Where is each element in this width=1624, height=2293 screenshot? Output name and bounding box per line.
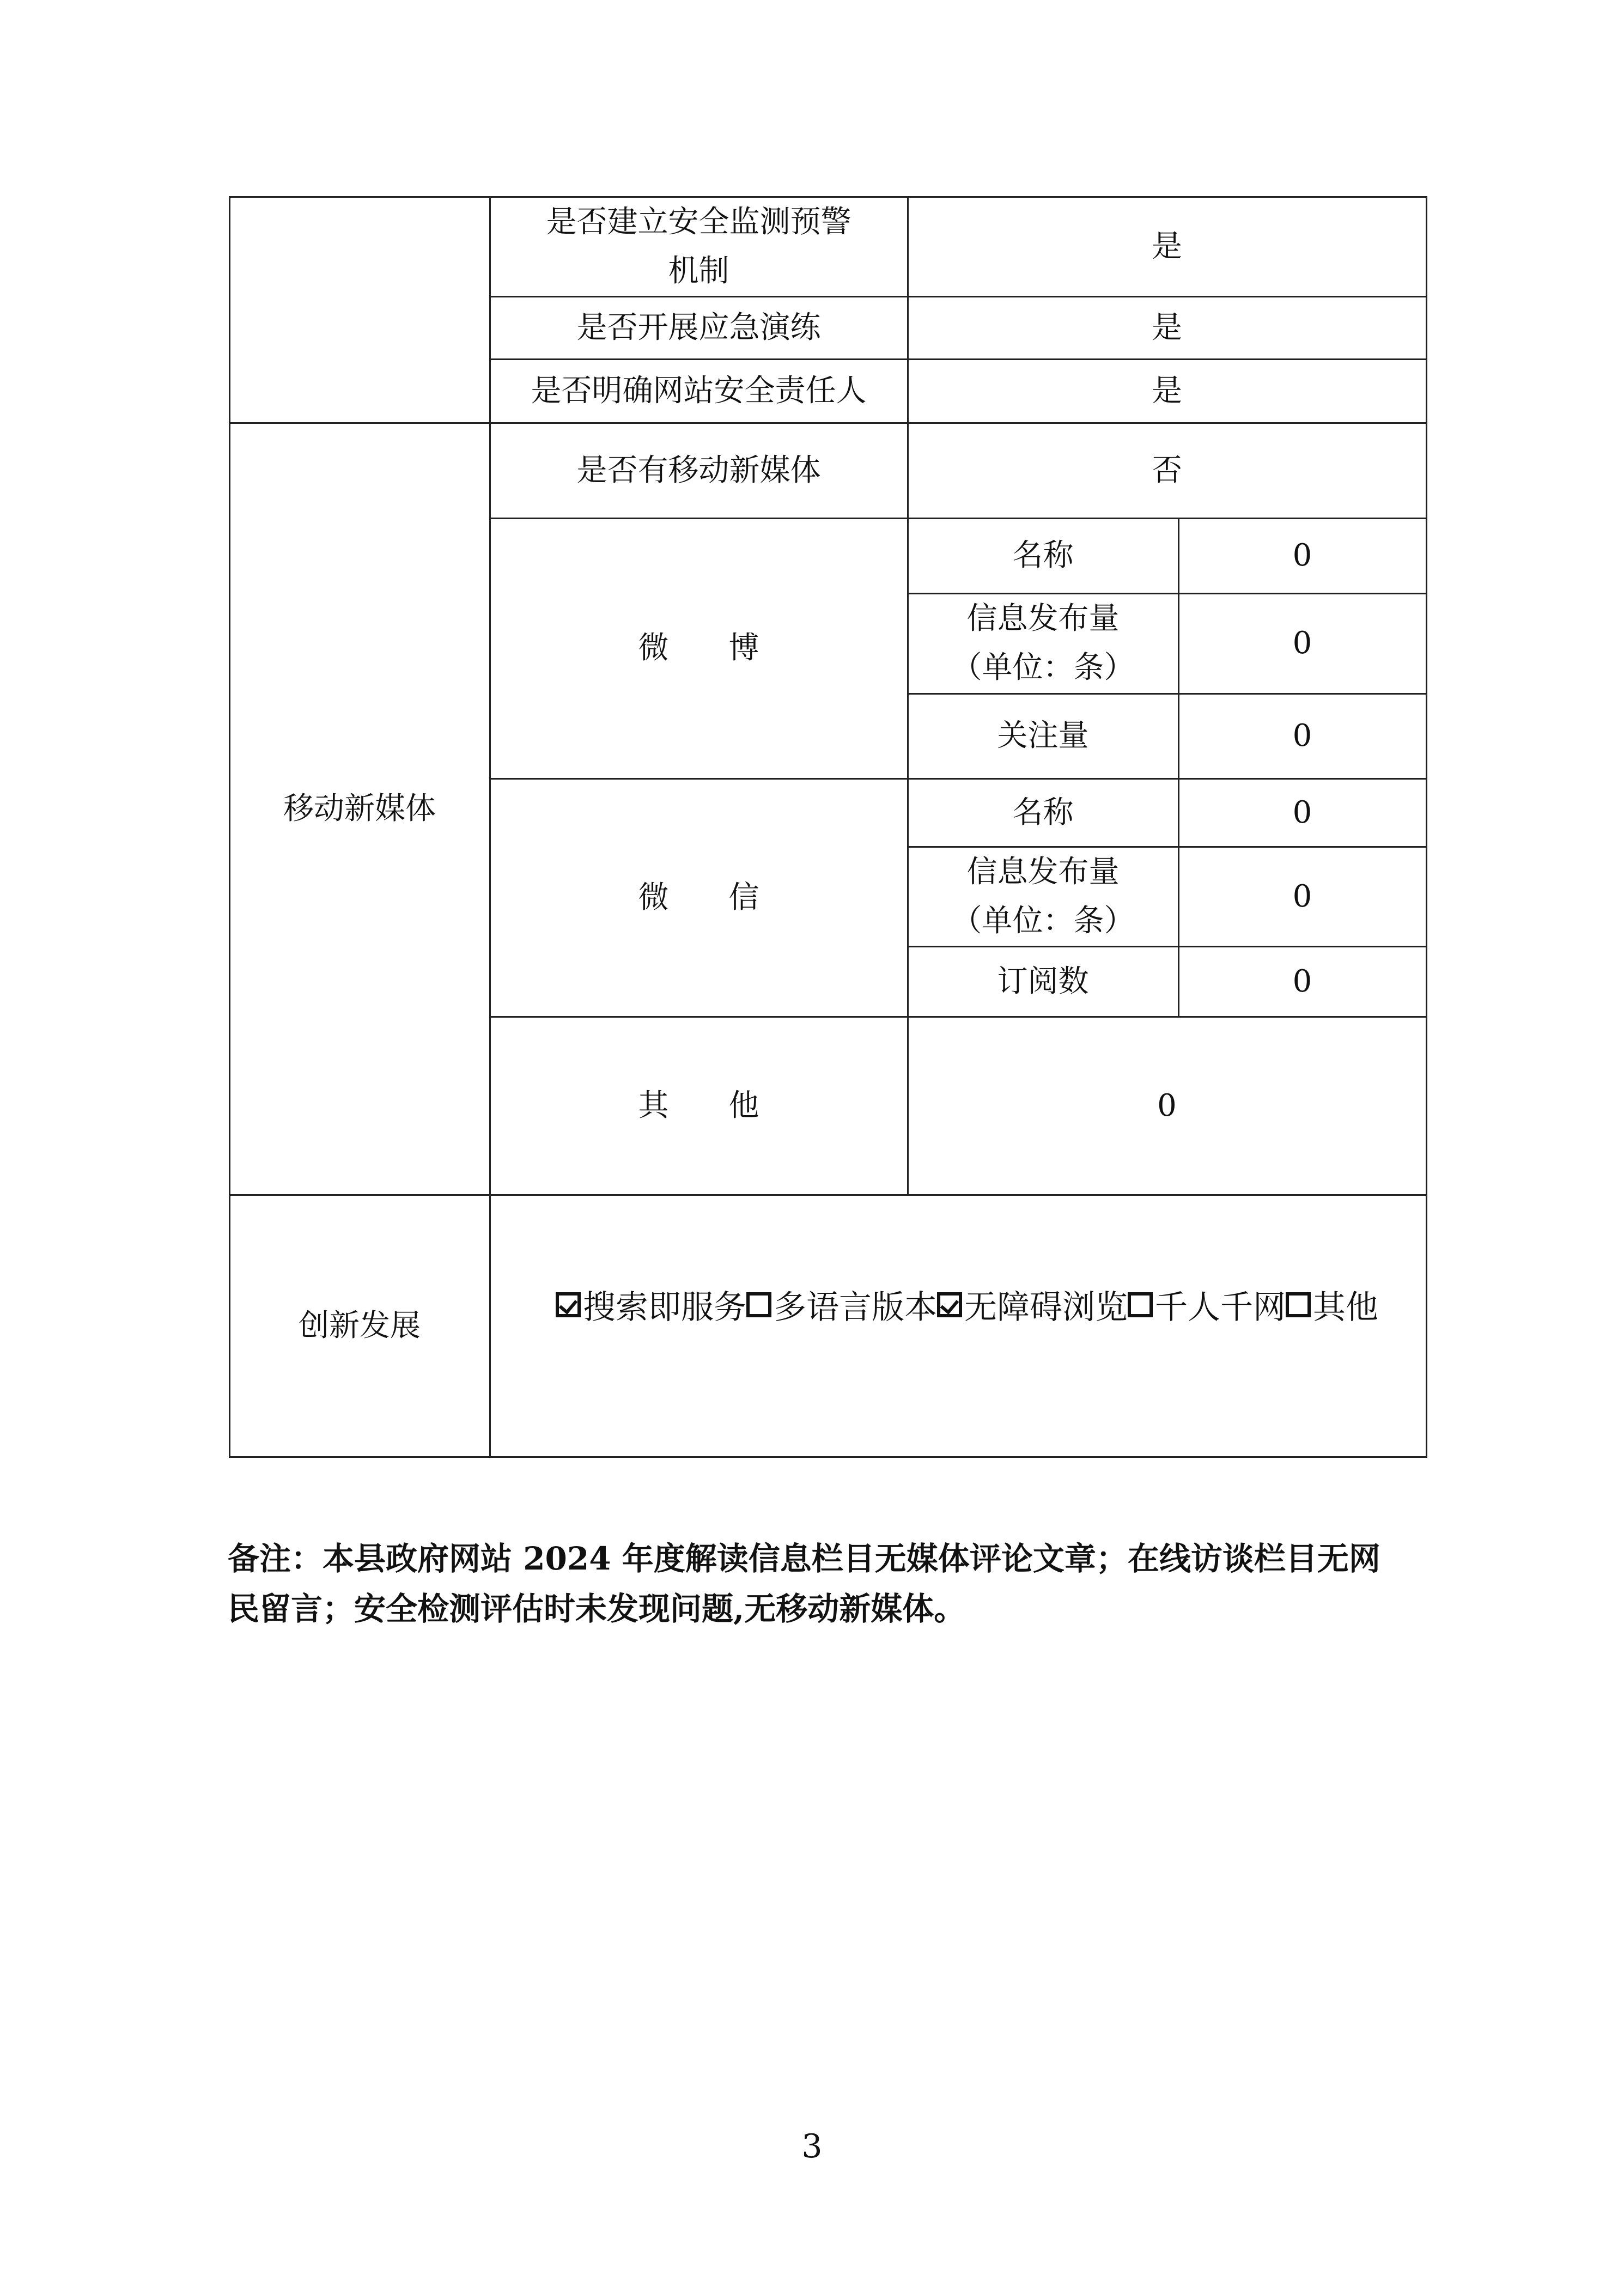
weibo-posts-label-line2: （单位：条）: [951, 650, 1135, 685]
weibo-posts-label: [908, 594, 1178, 693]
option-accessibility-label: 无障碍浏览: [964, 1288, 1128, 1327]
option-multilingual-label: 多语言版本: [774, 1288, 937, 1327]
wechat-subscribers-value: 0: [1292, 963, 1312, 999]
other-label-char2: 他: [728, 1087, 759, 1123]
remark-line1: 备注：本县政府网站 2024 年度解读信息栏目无媒体评论文章；在线访谈栏目无网: [228, 1540, 1380, 1577]
wechat-name-label: 名称: [1012, 794, 1074, 830]
checkbox-personalized[interactable]: [1128, 1292, 1153, 1317]
wechat-label: [490, 779, 907, 1016]
weibo-posts-value: 0: [1292, 625, 1312, 661]
other-label: [490, 1017, 907, 1194]
wechat-posts-label: [908, 847, 1178, 946]
weibo-label: [490, 519, 907, 778]
checkbox-search-service[interactable]: [556, 1292, 581, 1317]
weibo-name-value: 0: [1292, 538, 1312, 573]
option-search-service-label: 搜索即服务: [583, 1288, 746, 1327]
option-other-label: 其他: [1313, 1288, 1378, 1327]
monitoring-label-line1: 是否建立安全监测预警: [546, 204, 851, 240]
monitoring-value: 是: [1152, 228, 1182, 264]
wechat-posts-label-line1: 信息发布量: [966, 854, 1120, 890]
weibo-followers-label: 关注量: [997, 718, 1089, 753]
other-value: 0: [1157, 1087, 1177, 1123]
wechat-label-char2: 信: [728, 879, 759, 915]
responsible-label: 是否明确网站安全责任人: [531, 373, 867, 409]
remark-note: [228, 1534, 1399, 1634]
wechat-posts-value: 0: [1292, 878, 1312, 914]
checkbox-multilingual[interactable]: [746, 1292, 771, 1317]
wechat-label-char1: 微: [638, 879, 669, 915]
wechat-posts-label-line2: （单位：条）: [951, 903, 1135, 939]
table-border-right: [1426, 196, 1427, 1458]
drill-value: 是: [1152, 309, 1182, 345]
responsible-value: 是: [1152, 373, 1182, 409]
weibo-followers-value: 0: [1292, 718, 1312, 753]
option-personalized-label: 千人千网: [1155, 1288, 1286, 1327]
page-number: 3: [801, 2127, 823, 2166]
has-mobile-label: 是否有移动新媒体: [576, 452, 821, 488]
wechat-name-value: 0: [1292, 794, 1312, 830]
drill-label: 是否开展应急演练: [576, 309, 821, 345]
remark-line2: 民留言；安全检测评估时未发现问题,无移动新媒体。: [228, 1590, 966, 1627]
table-border-bottom: [229, 1456, 1427, 1458]
monitoring-label: [490, 197, 907, 296]
innovation-section-label: 创新发展: [299, 1307, 421, 1343]
innovation-options: [556, 1278, 1378, 1332]
has-mobile-value: 否: [1152, 452, 1182, 488]
weibo-label-char1: 微: [638, 630, 669, 666]
checkbox-accessibility[interactable]: [937, 1292, 962, 1317]
weibo-name-label: 名称: [1012, 538, 1074, 573]
wechat-subscribers-label: 订阅数: [997, 963, 1089, 999]
other-label-char1: 其: [638, 1087, 669, 1123]
checkbox-other[interactable]: [1286, 1292, 1311, 1317]
weibo-label-char2: 博: [728, 630, 759, 666]
monitoring-label-line2: 机制: [668, 253, 729, 289]
weibo-posts-label-line1: 信息发布量: [966, 601, 1120, 636]
mobile-section-label: 移动新媒体: [283, 790, 436, 826]
